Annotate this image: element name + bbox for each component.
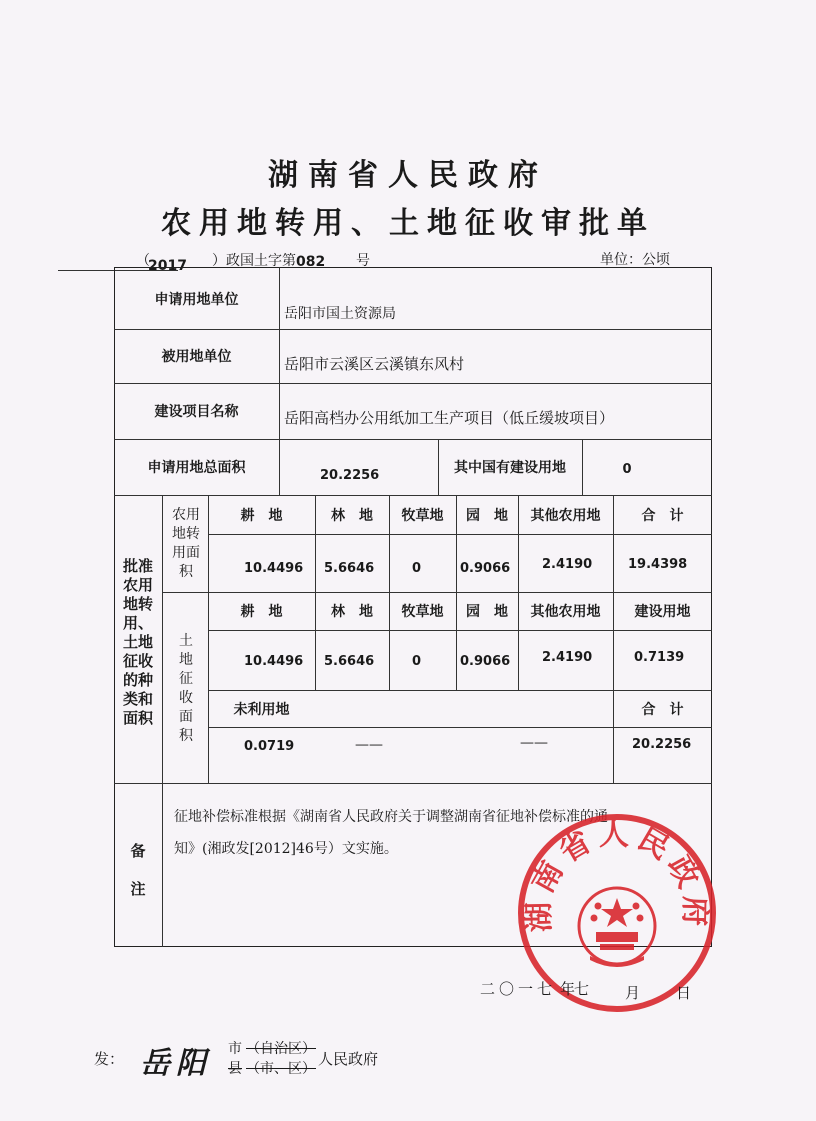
docno-middle: ）政国土字第 [212, 253, 296, 269]
conv-value-garden: 0.9066 [460, 560, 511, 576]
date-month-suffix: 月 [625, 984, 641, 1002]
seal-text: 湖南省人民政府 [521, 817, 713, 933]
date-year-mark: 年 [560, 980, 576, 998]
exp-value-forest: 5.6646 [324, 653, 375, 669]
conv-header-pasture: 牧草地 [401, 507, 444, 524]
conv-value-cultivated: 10.4496 [244, 560, 304, 576]
exp-value-construction: 0.7139 [634, 649, 685, 665]
exp-header-construction: 建设用地 [634, 604, 691, 620]
exp-total-label: 合 计 [641, 701, 684, 718]
date-month: 七 [574, 980, 590, 998]
exp-header-garden: 园 地 [466, 604, 508, 620]
dash-garden-other: —— [520, 735, 548, 751]
exp-header-forest: 林 地 [331, 604, 373, 620]
conv-value-total: 19.4398 [628, 556, 688, 572]
conversion-label: 农用地转用面积 [172, 507, 200, 580]
date-prefix: 二〇一七 [480, 980, 557, 998]
exp-total-value: 20.2256 [632, 736, 692, 752]
land-owner-label: 被用地单位 [161, 349, 232, 365]
conv-value-forest: 5.6646 [324, 560, 375, 576]
conv-header-cultivated: 耕 地 [240, 507, 283, 524]
national-emblem-icon [579, 888, 655, 967]
conv-header-other: 其他农用地 [530, 507, 601, 524]
total-area-label: 申请用地总面积 [147, 460, 246, 476]
docno-suffix: 号 [356, 253, 370, 269]
conv-header-garden: 园 地 [466, 507, 508, 524]
conv-header-forest: 林 地 [331, 507, 373, 524]
project-label: 建设项目名称 [154, 404, 239, 420]
state-land-label: 其中国有建设用地 [454, 460, 566, 476]
document-title: 湖南省人民政府 [268, 158, 548, 193]
project-value: 岳阳高档办公用纸加工生产项目（低丘缓坡项目） [284, 408, 615, 427]
exp-value-cultivated: 10.4496 [244, 653, 304, 669]
total-area-value: 20.2256 [320, 467, 380, 483]
expropriation-label: 土地征收面积 [179, 633, 193, 744]
docno-number: 082 [296, 254, 326, 270]
exp-value-garden: 0.9066 [460, 653, 511, 669]
unused-land-label: 未利用地 [233, 701, 290, 718]
applicant-value: 岳阳市国土资源局 [284, 306, 396, 322]
unit-label: 单位：公顷 [600, 252, 670, 268]
conv-header-total: 合 计 [641, 507, 684, 524]
unused-land-value: 0.0719 [244, 738, 295, 754]
issue-city-printed: 市 [228, 1041, 242, 1057]
state-land-value: 0 [622, 461, 632, 477]
remarks-line1: 征地补偿标准根据《湖南省人民政府关于调整湖南省征地补偿标准的通 [174, 809, 608, 825]
approval-side-label: 批准农用地转用、土地征收的种类和面积 [122, 557, 153, 727]
docno-open: （ [136, 253, 150, 269]
issue-county-printed: 县 [228, 1061, 242, 1077]
applicant-label: 申请用地单位 [154, 292, 239, 308]
issue-city-handwritten: 岳阳 [140, 1046, 212, 1081]
docno-year: 2017 [148, 258, 187, 274]
document-subtitle: 农用地转用、土地征收审批单 [161, 206, 655, 241]
exp-header-cultivated: 耕 地 [240, 604, 283, 620]
issue-autonomous-struck: （自治区） [246, 1041, 316, 1057]
exp-header-pasture: 牧草地 [401, 604, 444, 620]
exp-value-pasture: 0 [412, 653, 422, 669]
conv-value-other: 2.4190 [542, 556, 593, 572]
remarks-line2: 知》(湘政发[2012]46号）文实施。 [174, 841, 398, 857]
dash-forest-pasture: —— [355, 737, 383, 753]
land-owner-value: 岳阳市云溪区云溪镇东风村 [284, 354, 465, 373]
issue-suffix: 人民政府 [318, 1050, 379, 1068]
exp-value-other: 2.4190 [542, 649, 593, 665]
issue-label: 发： [94, 1050, 125, 1068]
exp-header-other: 其他农用地 [530, 604, 601, 620]
issue-city-district-struck: （市、区） [246, 1061, 316, 1077]
date-day-suffix: 日 [676, 984, 692, 1002]
conv-value-pasture: 0 [412, 560, 422, 576]
remarks-label: 备注 [130, 842, 146, 898]
